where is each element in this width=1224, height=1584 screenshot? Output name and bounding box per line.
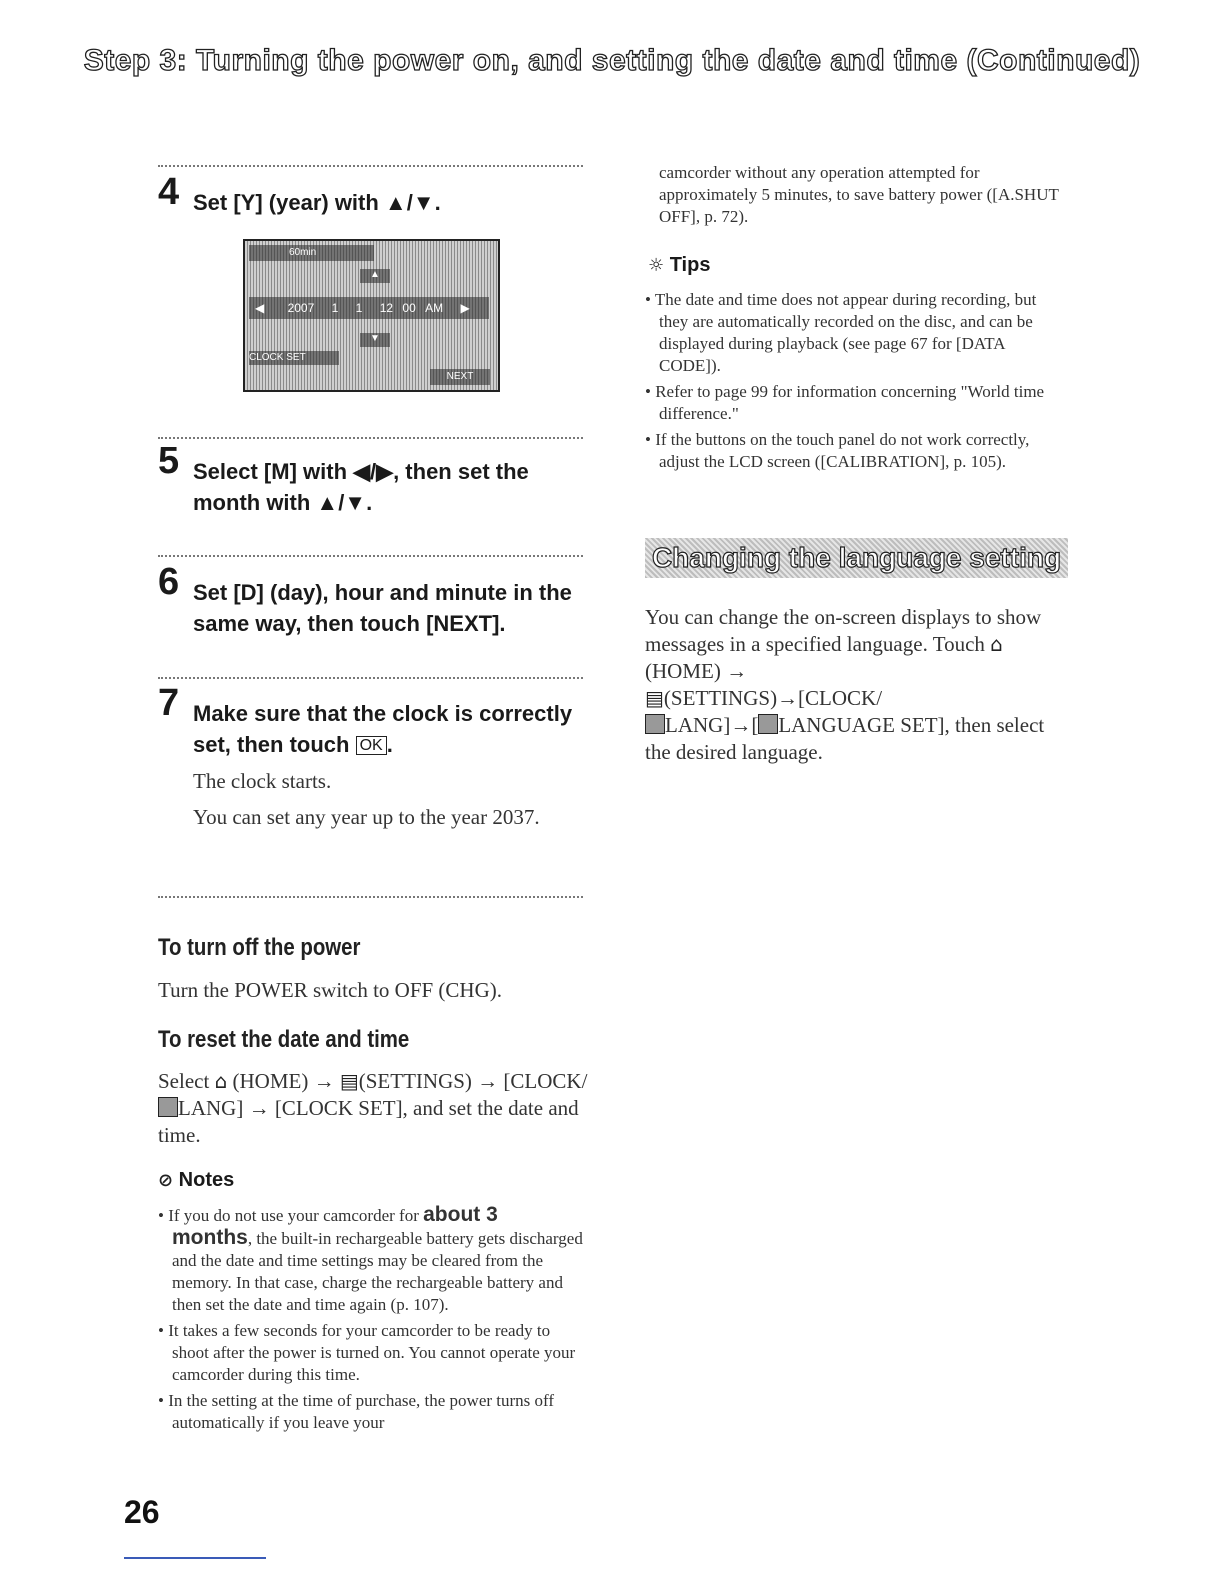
step-7-body-1: The clock starts. [193,769,332,793]
divider [158,677,583,679]
notes-continued: camcorder without any operation attempted for approximately 5 minutes, to save battery power ([A.SHUT OFF], p. 72). [659,163,1059,226]
step-7-body-2: You can set any year up to the year 2037. [193,805,540,829]
reset-text: Select ⌂ (HOME) → ▤(SETTINGS) → [CLOCK/LANG] → [CLOCK SET], and set the date and time. [158,1069,588,1147]
footer-rule [124,1557,266,1559]
language-icon [758,714,778,734]
reset-title: To reset the date and time [158,1026,410,1053]
notes-list [158,1204,583,1438]
clock-set-label: CLOCK SET [249,351,339,365]
step-text: Make sure that the clock is correctly set, then touch OK . [193,701,573,757]
divider [158,896,583,898]
notes-icon: ⊘ [158,1170,174,1191]
tip-item: • Refer to page 99 for information concerning "World time difference." [645,381,1055,425]
tip-item: • If the buttons on the touch panel do not work correctly, adjust the LCD screen ([CALIBRATION], p. 105). [645,429,1055,473]
settings-icon: ▤ [339,1069,359,1093]
clock-set-screen [243,239,500,392]
tips-heading: ☼ Tips [648,254,711,276]
date-values: ◀ 2007 1 1 12 00 AM ▶ [249,297,489,319]
next-button: NEXT [430,369,490,385]
step-text: Select [M] with ◀/▶, then set the month with ▲/▼. [193,459,529,515]
tips-list [645,289,1055,477]
step-number: 4 [158,171,180,213]
divider [158,437,583,439]
language-text: You can change the on-screen displays to show messages in a specified language. Touch ⌂ (HOME) → ▤(SETTINGS)→[CLOCK/ LANG]→[ LANGUAGE SET], then select the desired language. [645,605,1045,764]
divider [158,165,583,167]
step-number: 5 [158,440,180,482]
tip-item: • The date and time does not appear during recording, but they are automatically recorded on the disc, and can be displayed during playback (see page 67 for [DATA CODE]). [645,289,1055,377]
language-icon [158,1097,178,1117]
note-item: • It takes a few seconds for your camcorder to be ready to shoot after the power is turned on. You cannot operate your camcorder during this time. [158,1320,583,1386]
note-item: • If you do not use your camcorder for about 3 months, the built-in rechargeable battery gets discharged and the date and time settings may be cleared from the memory. In that case, charge the rechargeable battery and then set the date and time again (p. 107). [158,1204,583,1316]
step-number: 7 [158,682,180,724]
settings-icon: ▤ [645,686,664,710]
home-icon: ⌂ [990,632,1003,656]
page-header: Step 3: Turning the power on, and setting the date and time (Continued) [83,44,1141,77]
home-icon: ⌂ [214,1069,228,1093]
step-text: Set [Y] (year) with ▲/▼. [193,190,441,215]
note-item: • In the setting at the time of purchase, the power turns off automatically if you leave your [158,1390,583,1434]
divider [158,555,583,557]
language-section-banner: Changing the language setting [645,538,1068,578]
lightbulb-icon: ☼ [648,255,665,276]
page-number: 26 [124,1494,160,1530]
notes-heading: ⊘ Notes [158,1169,235,1191]
language-icon [645,714,665,734]
battery-indicator: 60min [249,245,374,261]
up-arrow-icon: ▲ [360,269,390,283]
step-text: Set [D] (day), hour and minute in the same way, then touch [NEXT]. [193,580,572,636]
down-arrow-icon: ▼ [360,333,390,347]
ok-icon: OK [356,736,387,755]
step-number: 6 [158,561,180,603]
turn-off-title: To turn off the power [158,934,361,961]
turn-off-text: Turn the POWER switch to OFF (CHG). [158,978,502,1002]
